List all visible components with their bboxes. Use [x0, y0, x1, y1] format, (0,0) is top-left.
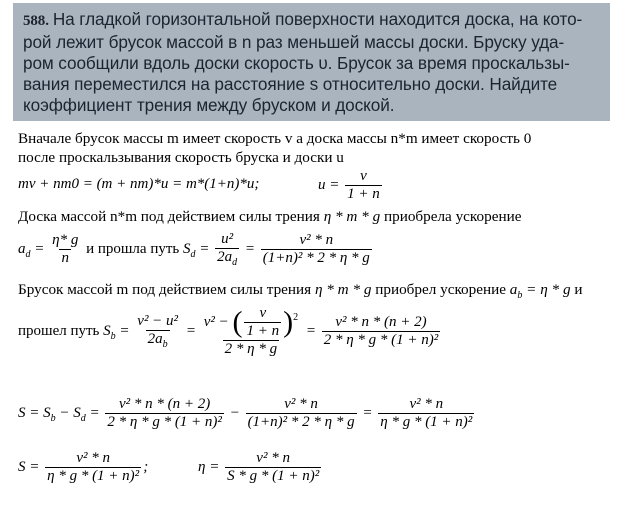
solution-line-2: после проскальзывания скорость бруска и доски u [18, 149, 344, 166]
final-s-formula: S = $\frac{\text{v² * n}}{\text{η * g * (1 + n)²}}$ ; [18, 450, 149, 484]
solution-line-1: Вначале брусок массы m имеет скорость v а доска массы n*m имеет скорость 0 [18, 130, 532, 147]
u-formula: u = $\frac{v}{1 + n}$ [318, 168, 380, 202]
board-acceleration-and-path: $a_d$ = $\frac{\eta* g}{n}$ и прошла путь $S_d$ = $\frac{\text{u²}}{2a_d}$ = $\frac{\text{v² * n}}{\text{(1+n)² * 2 * η * g}}$ [18, 231, 370, 268]
problem-number: 588. [23, 13, 49, 29]
problem-line-5: коэффициент трения между бруском и доской. [23, 95, 395, 115]
momentum-equation: mv + nm0 = (m + nm)*u = m*(1+n)*u; [18, 176, 260, 192]
problem-line-2: рой лежит брусок массой в n раз меньшей массы доски. Бруску уда- [23, 32, 565, 52]
relative-displacement-formula: $S = S_b - S_d$ = $\frac{\text{v² * n * (n + 2)}}{\text{2 * η * g * (1 + n)²}}$ − $\frac{\text{v² * n}}{\text{(1+n)² * 2 * η * g}}$ = $\frac{\text{v² * n}}{\text{η * g * (1 + n)²}}$ [18, 396, 473, 430]
final-eta-formula: η = $\frac{\text{v² * n}}{\text{S * g * (1 + n)²}}$ [198, 450, 320, 484]
problem-line-3: ром сообщили вдоль доски скорость υ. Брусок за время проскальзы- [23, 53, 570, 73]
problem-line-4: вания переместился на расстояние s относительно доски. Найдите [23, 74, 558, 94]
block-path-formula: прошел путь $S_b$ = $\frac{\text{v² − u²}}{2a_b}$ = v² − ( $\frac{v}{1 + n}$ )$^2$ 2 * η * g = $\frac{\text{v² * n * (n + 2)}}{\text{2 * η * g * (1 + n)²}}$ [18, 305, 439, 357]
problem-statement [13, 3, 610, 121]
problem-line-1: 588. На гладкой горизонтальной поверхности находится доска, на кото- [23, 9, 583, 29]
solution-line-3: Доска массой n*m под действием силы трения η * m * g приобрела ускорение [18, 208, 522, 225]
solution-line-4: Брусок массой m под действием силы трения η * m * g приобрел ускорение $a_b = \eta * g$ и [18, 281, 583, 302]
